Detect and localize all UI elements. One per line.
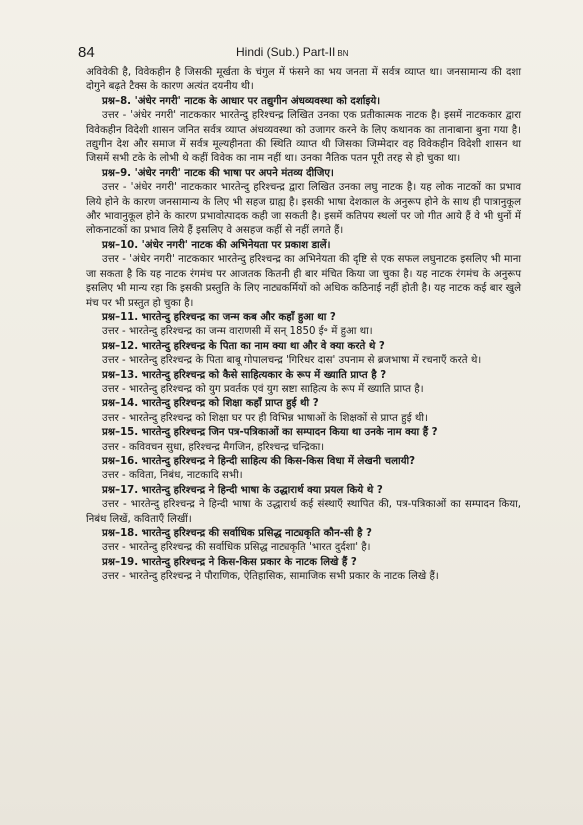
running-tag: BN: [337, 49, 349, 58]
running-title: Hindi (Sub.) Part-II: [236, 45, 336, 59]
page-header: [78, 44, 518, 64]
question-19: प्रश्न–19. भारतेन्दु हरिश्चन्द्र ने किस-किस प्रकार के नाटक लिखे हैं ?: [102, 556, 357, 568]
answer-11: उत्तर - भारतेन्दु हरिश्चन्द्र का जन्म वाराणसी में सन् 1850 ई॰ में हुआ था।: [102, 326, 373, 338]
question-12: प्रश्न–12. भारतेन्दु हरिश्चन्द्र के पिता का नाम क्या था और वे क्या करते थे ?: [102, 340, 385, 352]
answer-13: उत्तर - भारतेन्दु हरिश्चन्द्र को युग प्रवर्तक एवं युग स्रष्टा साहित्य के रूप में ख्याति प्राप्त है।: [102, 383, 424, 395]
question-9: प्रश्न–9. 'अंधेर नगरी' नाटक की भाषा पर अपने मंतव्य दीजिए।: [102, 167, 334, 179]
question-17: प्रश्न–17. भारतेन्दु हरिश्चन्द्र ने हिन्दी भाषा के उद्धारार्थ क्या प्रयल किये थे ?: [102, 484, 383, 496]
answer-14: उत्तर - भारतेन्दु हरिश्चन्द्र को शिक्षा घर पर ही विभिन्न भाषाओं के शिक्षकों से प्राप्त हुई थी।: [102, 412, 428, 424]
answer-12: उत्तर - भारतेन्दु हरिश्चन्द्र के पिता बाबू गोपालचन्द्र 'गिरिधर दास' उपनाम से ब्रजभाषा में रचनाएँ करते थे।: [102, 355, 482, 367]
answer-17: उत्तर - भारतेन्दु हरिश्चन्द्र ने हिन्दी भाषा के उद्धारार्थ कई संस्थाएँ स्थापित की, पत्र-पत्रिकाओं का सम्पादन किया, निबंध लिखें, कविताएँ लिखीं।: [86, 499, 521, 525]
question-10: प्रश्न–10. 'अंधेर नगरी' नाटक की अभिनेयता पर प्रकाश डालें।: [102, 239, 331, 251]
answer-8: उत्तर - 'अंधेर नगरी' नाटककार भारतेन्दु हरिश्चन्द्र लिखित उनका एक प्रतीकात्मक नाटक है। इसमें नाटककार द्वारा विवेकहीन विदेशी शासन जनित सर्वत्र व्याप्त अंधव्यवस्था को उजागर करने के लिए कथानक का तानाबाना बुना गया है। तद्युगीन देश और समाज में सर्वत्र मूल्यहीनता की स्थिति व्याप्त थी जिसका जिम्मेदार वह विवेकहीन विदेशी शासन था जिसमें सभी टके के लोभी थे कहीं विवेक का नाम नहीं था। उनका नैतिक पतन पूरी तरह से हो चुका था।: [86, 110, 521, 165]
answer-10: उत्तर - 'अंधेर नगरी' नाटककार भारतेन्दु हरिश्चन्द्र का अभिनेयता की दृष्टि से एक सफल लघुनाटक इसलिए भी माना जा सकता है कि यह नाटक रंगमंच पर आजतक कितनी ही बार मंचित किया जा चुका है। यह नाटक रंगमंच के अनुरूप इसलिए भी मान्य रहा कि इसकी प्रस्तुति के लिए नाट्यकर्मियों को अधिक कठिनाई नहीं होती है। यह नाटक कई बार खुले मंच पर भी प्रस्तुत हो चुका है।: [86, 254, 521, 309]
page-number: 84: [78, 44, 95, 61]
answer-16: उत्तर - कविता, निबंध, नाटकादि सभी।: [102, 470, 243, 482]
answer-9: उत्तर - 'अंधेर नगरी' नाटककार भारतेन्दु हरिश्चन्द्र द्वारा लिखित उनका लघु नाटक है। यह लोक नाटकों का प्रभाव लिये होने के कारण जनसामान्य के लिए भी सहज ग्राह्य है। इसकी भाषा देशकाल के अनुरूप होने के साथ ही पात्रानुकूल और भावानुकूल होने के कारण प्रभावोत्पादक कही जा सकती है। इसमें कतिपय स्थलों पर जो गीत आये हैं वे भी धुनों में लोकनाटकों का प्रभाव लिये हैं इसलिए वे असहज कहीं से नहीं लगते हैं।: [86, 182, 521, 237]
question-15: प्रश्न–15. भारतेन्दु हरिश्चन्द्र जिन पत्र-पत्रिकाओं का सम्पादन किया था उनके नाम क्या हैं ?: [102, 427, 438, 439]
running-header: [236, 45, 349, 59]
answer-19: उत्तर - भारतेन्दु हरिश्चन्द्र ने पौराणिक, ऐतिहासिक, सामाजिक सभी प्रकार के नाटक लिखे हैं।: [102, 571, 439, 583]
answer-15: उत्तर - कविवचन सुधा, हरिश्चन्द्र मैगजिन, हरिश्चन्द्र चन्द्रिका।: [102, 441, 325, 453]
question-16: प्रश्न–16. भारतेन्दु हरिश्चन्द्र ने हिन्दी साहित्य की किस-किस विधा में लेखनी चलायी?: [102, 455, 416, 467]
paragraph-continued: अविवेकी है, विवेकहीन है जिसकी मूर्खता के चंगुल में फंसने का भय जनता में सर्वत्र व्याप्त था। जनसामान्य की दशा दोगुने बढ़ते टैक्स के कारण अत्यंत दयनीय थी।: [86, 67, 521, 93]
question-18: प्रश्न–18. भारतेन्दु हरिश्चन्द्र की सर्वाधिक प्रसिद्ध नाट्यकृति कौन-सी है ?: [102, 528, 372, 539]
question-13: प्रश्न–13. भारतेन्दु हरिश्चन्द्र को कैसे साहित्यकार के रूप में ख्याति प्राप्त है ?: [102, 369, 387, 381]
question-11: प्रश्न–11. भारतेन्दु हरिश्चन्द्र का जन्म कब और कहाँ हुआ था ?: [102, 311, 336, 323]
question-14: प्रश्न–14. भारतेन्दु हरिश्चन्द्र को शिक्षा कहाँ प्राप्त हुई थी ?: [102, 398, 319, 410]
question-8: प्रश्न–8. 'अंधेर नगरी' नाटक के आधार पर तद्युगीन अंधव्यवस्था को दर्शाइये।: [102, 95, 381, 107]
page-body: [86, 66, 521, 585]
answer-18: उत्तर - भारतेन्दु हरिश्चन्द्र की सर्वाधिक प्रसिद्ध नाट्यकृति 'भारत दुर्दशा' है।: [102, 542, 371, 554]
